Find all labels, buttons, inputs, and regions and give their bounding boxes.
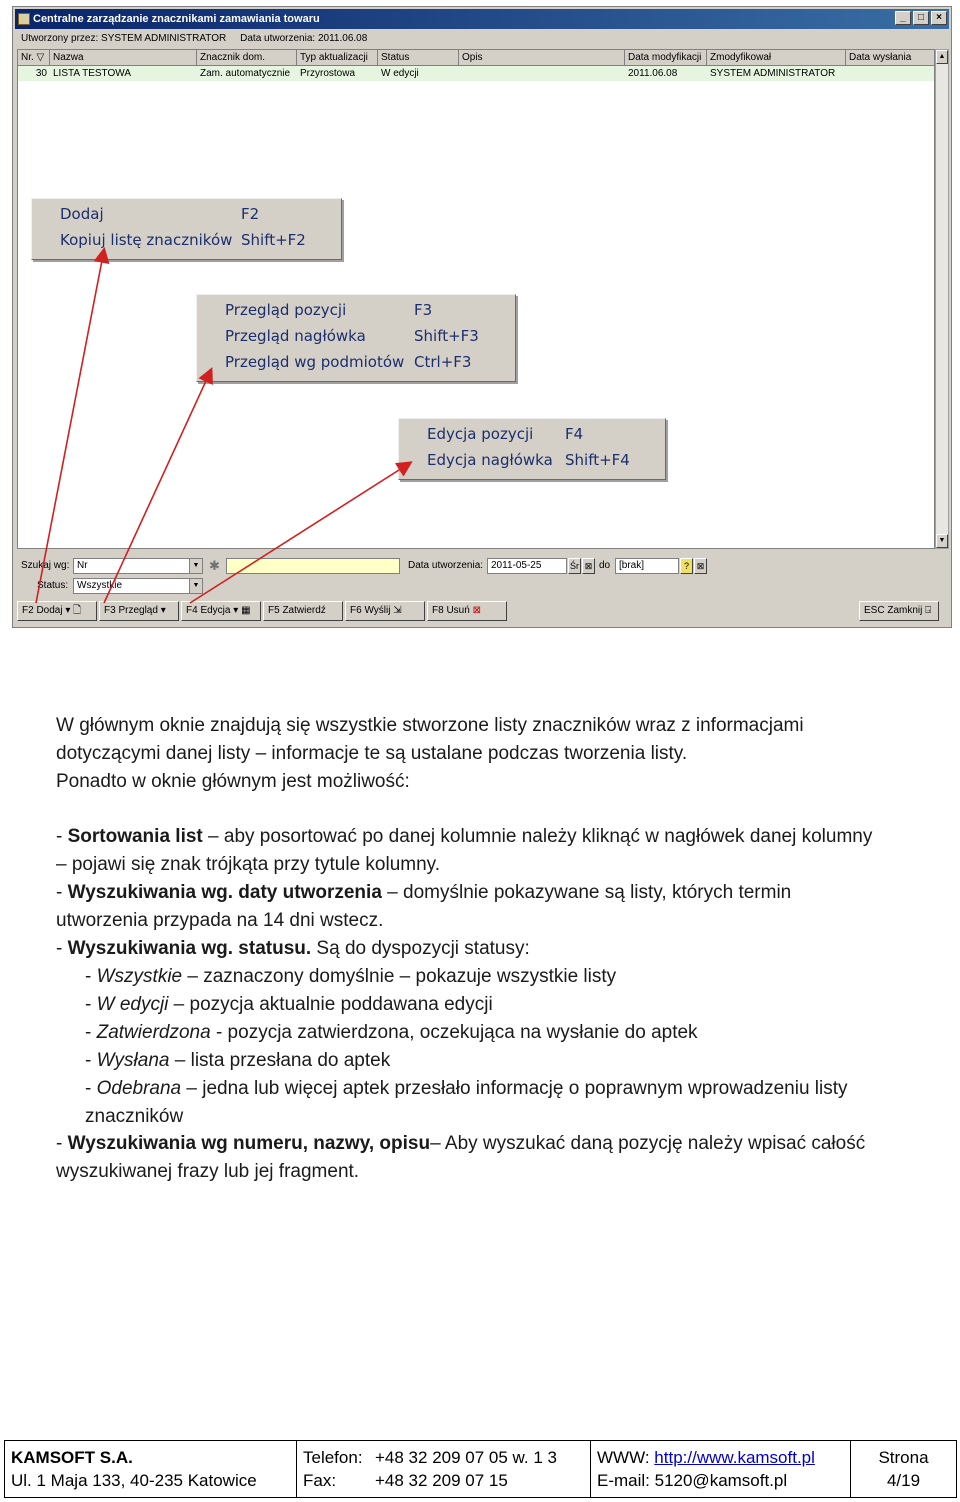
col-header-update-type[interactable]: Typ aktualizacji bbox=[297, 50, 378, 65]
new-doc-icon: 🗋 bbox=[73, 605, 82, 616]
delete-icon: ⊠ bbox=[472, 605, 481, 616]
bullet-number-search: - Wyszukiwania wg numeru, nazwy, opisu– Aby wyszukać daną pozycję należy wpisać całość bbox=[56, 1133, 866, 1154]
bullet-sorting: - Sortowania list – aby posortować po danej kolumnie należy kliknąć w nagłówek danej kolumny bbox=[56, 826, 873, 847]
col-header-modified-date[interactable]: Data modyfikacji bbox=[625, 50, 707, 65]
created-by-value: SYSTEM ADMINISTRATOR bbox=[101, 33, 227, 44]
search-by-label: Szukaj wg: bbox=[21, 560, 70, 571]
menu-item-copy-list[interactable]: Kopiuj listę znaczników bbox=[60, 231, 233, 249]
scroll-up-icon[interactable]: ▲ bbox=[936, 50, 948, 64]
send-button[interactable]: F6 Wyślij ⇲ bbox=[345, 601, 425, 621]
cell-default-marker: Zam. automatycznie bbox=[200, 68, 291, 79]
status-item: - W edycji – pozycja aktualnie poddawana edycji bbox=[85, 994, 493, 1015]
edit-button[interactable]: F4 Edycja ▾ ▦ bbox=[181, 601, 261, 621]
page-footer bbox=[4, 1440, 957, 1498]
footer-page-cell bbox=[851, 1441, 956, 1497]
maximize-button[interactable]: □ bbox=[913, 11, 929, 25]
grid-icon: ▦ bbox=[241, 605, 251, 616]
dropdown-arrow-icon: ▾ bbox=[233, 605, 239, 616]
col-header-status[interactable]: Status bbox=[378, 50, 459, 65]
footer-company-cell bbox=[5, 1441, 297, 1497]
close-button[interactable]: ESC Zamknij ⍈ bbox=[859, 601, 939, 621]
footer-phone-cell bbox=[297, 1441, 591, 1497]
created-date-label: Data utworzenia: bbox=[240, 33, 316, 44]
status-item: - Zatwierdzona - pozycja zatwierdzona, oczekująca na wysłanie do aptek bbox=[85, 1022, 698, 1043]
menu-item-edit-header[interactable]: Edycja nagłówka bbox=[427, 451, 553, 469]
status-label: Status: bbox=[37, 580, 69, 591]
cell-modified-date: 2011.06.08 bbox=[628, 68, 678, 79]
status-item: - Odebrana – jedna lub więcej aptek przesłało informację o poprawnym wprowadzeniu listy bbox=[85, 1078, 848, 1099]
gear-icon[interactable]: ✱ bbox=[209, 558, 220, 573]
bullet-sorting-cont: – pojawi się znak trójkąta przy tytule kolumny. bbox=[56, 854, 441, 875]
search-by-value: Nr bbox=[77, 560, 88, 571]
menu-item-add[interactable]: Dodaj bbox=[60, 205, 104, 223]
menu-item-view-items[interactable]: Przegląd pozycji bbox=[225, 301, 347, 319]
col-header-name[interactable]: Nazwa bbox=[50, 50, 197, 65]
email-text: E-mail: 5120@kamsoft.pl bbox=[597, 1471, 788, 1490]
status-item-cont: znaczników bbox=[85, 1106, 184, 1127]
menu-shortcut: F3 bbox=[414, 301, 433, 319]
menu-shortcut: F2 bbox=[241, 205, 260, 223]
cell-name: LISTA TESTOWA bbox=[53, 68, 131, 79]
cell-nr: 30 bbox=[35, 68, 47, 79]
help-button[interactable]: ? bbox=[680, 558, 693, 574]
status-value: Wszystkie bbox=[77, 580, 122, 591]
fax-label: Fax: bbox=[303, 1471, 337, 1490]
col-header-modified-by[interactable]: Zmodyfikował bbox=[707, 50, 846, 65]
col-header-description[interactable]: Opis bbox=[459, 50, 625, 65]
page-label: Strona bbox=[878, 1448, 929, 1467]
close-window-button[interactable]: × bbox=[931, 11, 947, 25]
menu-item-edit-items[interactable]: Edycja pozycji bbox=[427, 425, 534, 443]
minimize-button[interactable]: _ bbox=[895, 11, 911, 25]
exit-icon: ⍈ bbox=[925, 605, 932, 616]
phone-label: Telefon: bbox=[303, 1448, 363, 1467]
col-header-sent-date[interactable]: Data wysłania bbox=[849, 52, 912, 63]
company-name: KAMSOFT S.A. bbox=[11, 1448, 133, 1467]
menu-shortcut: Shift+F3 bbox=[414, 327, 479, 345]
arrow-to-add-menu bbox=[36, 250, 104, 603]
date-created-label: Data utworzenia: bbox=[408, 560, 484, 571]
menu-shortcut: Shift+F4 bbox=[565, 451, 630, 469]
add-button[interactable]: F2 Dodaj ▾ 🗋 bbox=[17, 601, 97, 621]
send-icon: ⇲ bbox=[393, 605, 402, 616]
cell-update-type: Przyrostowa bbox=[300, 68, 356, 79]
delete-button[interactable]: F8 Usuń ⊠ bbox=[427, 601, 507, 621]
date-from-input[interactable]: 2011-05-25 bbox=[487, 558, 567, 574]
paragraph: W głównym oknie znajdują się wszystkie stworzone listy znaczników wraz z informacjami bbox=[56, 715, 804, 736]
menu-shortcut: Ctrl+F3 bbox=[414, 353, 472, 371]
paragraph: dotyczącymi danej listy – informacje te są ustalane podczas tworzenia listy. bbox=[56, 743, 688, 764]
menu-shortcut: F4 bbox=[565, 425, 584, 443]
menu-item-view-by-entity[interactable]: Przegląd wg podmiotów bbox=[225, 353, 405, 371]
calendar-sr-button[interactable]: Śr bbox=[568, 558, 581, 574]
phone-value: +48 32 209 07 05 w. 1 3 bbox=[375, 1448, 557, 1467]
created-by-label: Utworzony przez: bbox=[21, 33, 99, 44]
window-title: Centralne zarządzanie znacznikami zamawiania towaru bbox=[33, 13, 320, 25]
status-item: - Wysłana – lista przesłana do aptek bbox=[85, 1050, 391, 1071]
clear-date-from-icon[interactable]: ⊠ bbox=[582, 558, 595, 574]
col-header-default-marker[interactable]: Znacznik dom. bbox=[197, 50, 297, 65]
created-date-value: 2011.06.08 bbox=[317, 33, 368, 44]
chevron-down-icon: ▼ bbox=[189, 579, 202, 593]
chevron-down-icon: ▼ bbox=[189, 559, 202, 573]
annotation-arrows bbox=[0, 0, 960, 640]
clear-date-to-icon[interactable]: ⊠ bbox=[694, 558, 707, 574]
approve-button[interactable]: F5 Zatwierdź bbox=[263, 601, 343, 621]
menu-shortcut: Shift+F2 bbox=[241, 231, 306, 249]
col-header-nr[interactable]: Nr. ▽ bbox=[18, 50, 50, 65]
dropdown-arrow-icon: ▾ bbox=[65, 605, 71, 616]
fax-value: +48 32 209 07 15 bbox=[375, 1471, 508, 1490]
website-link[interactable]: http://www.kamsoft.pl bbox=[654, 1448, 815, 1467]
bullet-status-search: - Wyszukiwania wg. statusu. Są do dyspozycji statusy: bbox=[56, 938, 530, 959]
page-number: 4/19 bbox=[886, 1471, 921, 1490]
menu-item-view-header[interactable]: Przegląd nagłówka bbox=[225, 327, 366, 345]
paragraph: Ponadto w oknie głównym jest możliwość: bbox=[56, 771, 410, 792]
view-button[interactable]: F3 Przegląd ▾ bbox=[99, 601, 179, 621]
bullet-date-search: - Wyszukiwania wg. daty utworzenia – domyślnie pokazywane są listy, których termin bbox=[56, 882, 792, 903]
arrow-to-view-menu bbox=[104, 370, 211, 603]
bullet-number-search-cont: wyszukiwanej frazy lub jej fragment. bbox=[56, 1161, 360, 1182]
date-to-input[interactable]: [brak] bbox=[615, 558, 679, 574]
scroll-down-icon[interactable]: ▼ bbox=[936, 534, 948, 548]
bullet-date-search-cont: utworzenia przypada na 14 dni wstecz. bbox=[56, 910, 384, 931]
cell-status: W edycji bbox=[381, 68, 419, 79]
www-label: WWW: bbox=[597, 1448, 650, 1467]
footer-web-cell bbox=[591, 1441, 851, 1497]
cell-modified-by: SYSTEM ADMINISTRATOR bbox=[710, 68, 836, 79]
dropdown-arrow-icon: ▾ bbox=[160, 605, 166, 616]
arrow-to-edit-menu bbox=[190, 463, 410, 603]
status-item: - Wszystkie – zaznaczony domyślnie – pokazuje wszystkie listy bbox=[85, 966, 617, 987]
company-address: Ul. 1 Maja 133, 40-235 Katowice bbox=[11, 1471, 257, 1490]
date-to-label: do bbox=[599, 560, 611, 571]
